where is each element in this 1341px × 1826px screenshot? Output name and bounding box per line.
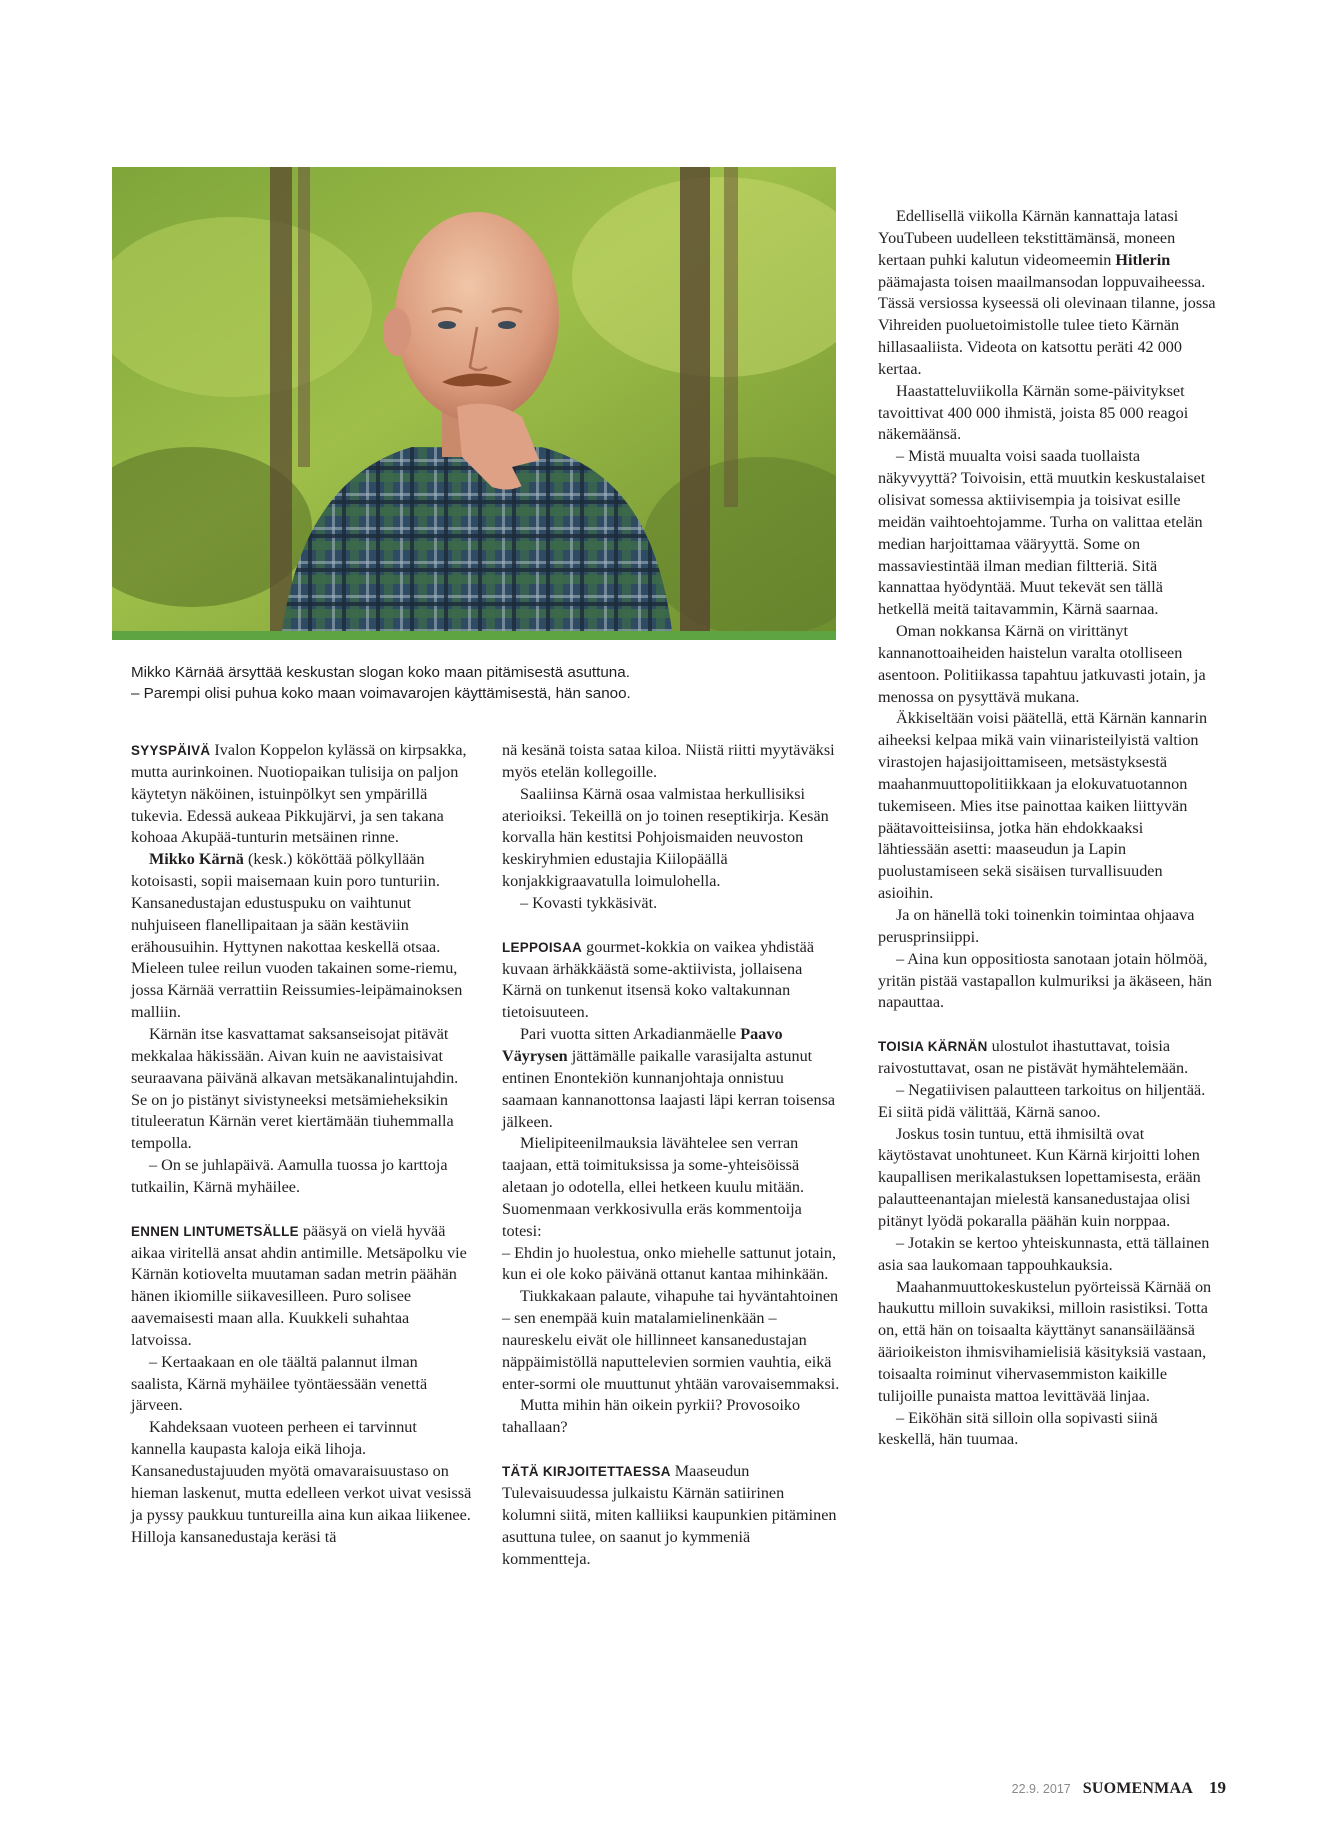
paragraph: – Kertaakaan en ole täältä palannut ilman saalista, Kärnä myhäilee työntäessään venettä järveen. [131,1352,428,1415]
paragraph: Mielipiteenilmauksia lävähtelee sen verran taajaan, että toimituksissa ja some-yhteisöissä aletaan jo odotella, ellei hetkeen kuulu mitään. Suomenmaan verkkosivulla eräs kommentoija totesi: [502,1134,805,1240]
section-lead: ENNEN LINTUMETSÄLLE [131,1223,299,1239]
paragraph: Saaliinsa Kärnä osaa valmistaa herkullisiksi aterioiksi. Tekeillä on jo toinen reseptikirja. Kesän korvalla hän kestitsi Pohjoismaiden neuvoston keskiryhmien edustajia Kiilopäällä konjakkigraavatulla loimulohella. [502,784,829,891]
paragraph: Joskus tosin tuntuu, että ihmisiltä ovat käytöstavat unohtuneet. Kun Kärnä kirjoitti lohen kaupallisen merikalastuksen lopettamisesta, erään palautteenantajan mielestä kansanedustajaa olisi pitänyt lyödä pokaralla päähän kuin norppaa. [878,1124,1201,1230]
person-name: Mikko Kärnä [149,850,244,869]
paragraph: – Jotakin se kertoo yhteiskunnasta, että tällainen asia saa laukomaan tappouhkauksia. [878,1233,1210,1274]
person-name: Hitlerin [1115,250,1171,269]
portrait-photo-icon [112,167,836,631]
section-lead: SYYSPÄIVÄ [131,743,211,758]
paragraph: TOISIA KÄRNÄN ulostulot ihastuttavat, toisia raivostuttavat, osan ne pistävät hymähtelemään. [878,1037,1189,1078]
photo-caption [131,662,831,704]
paragraph: – Aina kun oppositiosta sanotaan jotain hölmöä, yritän pistää vastapallon kulmuriksi ja äkäseen, hän napauttaa. [878,949,1212,1012]
paragraph: nä kesänä toista sataa kiloa. Niistä riitti myytäväksi myös etelän kollegoille. [502,741,835,781]
magazine-name: SUOMENMAA [1082,1780,1193,1797]
paragraph: – Eiköhän sitä silloin olla sopivasti siinä keskellä, hän tuumaa. [878,1408,1158,1449]
paragraph: TÄTÄ KIRJOITETTAESSA Maaseudun Tulevaisuudessa julkaistu Kärnän satiirinen kolumni siitä, miten kalliiksi kaupunkien pitäminen asuttuna tulee, on saanut jo kymmeniä kommentteja. [502,1462,837,1568]
paragraph: Oman nokkansa Kärnä on virittänyt kannanottoaiheiden haistelun varalta otolliseen asentoon. Politiikassa tapahtuu jatkuvasti jotain, ja menossa on pysyttävä mukana. [878,622,1206,706]
paragraph: Edellisellä viikolla Kärnän kannattaja latasi YouTubeen uudelleen tekstittämänsä, moneen kertaan puhki kalutun videomeemin Hitlerin päämajasta toisen maailmansodan loppuvaiheessa. Tässä versiossa kyseessä oli olevinaan tilanne, jossa Vihreiden puoluetoimistolle tulee tieto Kärnän hillasaaliista. Videota on katsottu peräti 42 000 kertaa. [878,207,1216,378]
article-column-3 [878,206,1217,1451]
article-photo [112,167,836,640]
issue-date: 22.9. 2017 [1011,1782,1071,1796]
paragraph: Pari vuotta sitten Arkadianmäelle Paavo Väyrysen jättämälle paikalle varasijalta astunut entinen Enontekiön kunnanjohtaja onnistuu saamaan kannanottonsa laajasti läpi kerran toisensa jälkeen. [502,1025,836,1131]
paragraph: Maahanmuuttokeskustelun pyörteissä Kärnää on haukuttu milloin suvakiksi, milloin rasistiksi. Totta on, että hän on toisaalta käyttänyt sanansäiläänsä äärioikeiston ihmisvihamielisiä käsityksiä vastaan, toisaalta roiminut vihervasemmiston kaikille tulijoille punaista mattoa levittävää linjaa. [878,1277,1212,1405]
section-lead: TÄTÄ KIRJOITETTAESSA [502,1464,671,1480]
paragraph: ENNEN LINTUMETSÄLLE pääsyä on vielä hyvää aikaa viritellä ansat ahdin antimille. Metsäpolku vie Kärnän kotiovelta muutaman sadan metrin päähän hänen ikiomille siikavesilleen. Puro solisee aavemaisesti maan alla. Kuukkeli suhahtaa latvoissa. [131,1221,467,1349]
caption-line-1: Mikko Kärnää ärsyttää keskustan slogan koko maan pitämisestä asuttuna. [131,664,630,681]
paragraph: LEPPOISAA gourmet-kokkia on vaikea yhdistää kuvaan ärhäkkäästä some-aktiivista, jollaisena Kärnä on tunkenut itsensä koko valtakunnan tietoisuuteen. [502,937,815,1022]
page-footer [1012,1778,1226,1798]
section-lead: TOISIA KÄRNÄN [878,1039,988,1055]
paragraph: SYYSPÄIVÄ Ivalon Koppelon kylässä on kirpsakka, mutta aurinkoinen. Nuotiopaikan tulisija on paljon käytetyn näköinen, istuinpölkyt sen ympärillä tukevia. Edessä aukeaa Pikkujärvi, ja sen takana kohoaa Akupää-tunturin metsäinen rinne. [131,741,467,847]
paragraph: Äkkiseltään voisi päätellä, että Kärnän kannarin aiheeksi kelpaa mikä vain viinaristeilyistä valtion virastojen hajasijoittamiseen, metsästyksestä maahanmuuttopolitiikkaan ja elokuvatuotannon tukemiseen. Mies itse painottaa kaiken liittyvän päätavoitteisiinsa, jotka hän ehdokkaaksi lähtiessään asetti: maaseudun ja Lapin puolustamiseen sekä sisäisen turvallisuuden asioihin. [878,709,1208,903]
section-lead: LEPPOISAA [502,939,583,955]
paragraph: – Negatiivisen palautteen tarkoitus on hiljentää. Ei siitä pidä välittää, Kärnä sanoo. [878,1080,1206,1121]
paragraph: – On se juhlapäivä. Aamulla tuossa jo karttoja tutkailin, Kärnä myhäilee. [131,1156,448,1196]
article-column-1 [131,740,472,1548]
caption-line-2: – Parempi olisi puhua koko maan voimavarojen käyttämisestä, hän sanoo. [131,685,631,702]
paragraph: Mutta mihin hän oikein pyrkii? Provosoiko tahallaan? [502,1396,801,1437]
paragraph: Tiukkakaan palaute, vihapuhe tai hyväntahtoinen – sen enempää kuin matalamielinenkään – naureskelu eivät ole hillinneet kansanedustajan näppäimistöllä naputtelevien sormien vauhtia, eikä enter-sormi ole muuttunut yhtään varovaisemmaksi. [502,1287,840,1393]
article-column-2 [502,740,842,1570]
page-number: 19 [1209,1778,1226,1797]
paragraph: Haastatteluviikolla Kärnän some-päivitykset tavoittivat 400 000 ihmistä, joista 85 000 reagoi näkemäänsä. [878,381,1189,444]
paragraph: Ja on hänellä toki toinenkin toimintaa ohjaava perusprinsiippi. [878,906,1195,946]
paragraph: Kahdeksaan vuoteen perheen ei tarvinnut kannella kaupasta kaloja eikä lihoja. Kansanedustajuuden myötä omavaraisuustaso on hieman laskenut, mutta edelleen verkot uivat vesissä ja pyssy paukkuu tuntureilla aina kun aikaa liikenee. Hilloja kansanedustaja keräsi tä [131,1418,472,1546]
paragraph: – Kovasti tykkäsivät. [520,893,658,912]
paragraph: Kärnän itse kasvattamat saksanseisojat pitävät mekkalaa häkissään. Aivan kuin ne aavistaisivat seuraavana päivänä alkavan metsäkanalintujahdin. Se on jo pistänyt sivistyneeksi metsämieheksikin tituleeratun Kärnän veret kiertämään tiuhemmalla tempolla. [131,1024,459,1153]
person-name: Paavo Väyrysen [502,1025,783,1065]
paragraph: Mikko Kärnä (kesk.) kököttää pölkyllään kotoisasti, sopii maisemaan kuin poro tunturiin. Kansanedustajan edustuspuku on vaihtunut nuhjuiseen flanellipaitaan ja sään kestäviin erähousuihin. Hyttynen nakottaa keskellä otsaa. Mieleen tulee reilun vuoden takainen some-riemu, jossa Kärnää verrattiin Reissumies-leipämainoksen malliin. [131,850,463,1022]
paragraph: – Ehdin jo huolestua, onko miehelle sattunut jotain, kun ei ole koko päivänä ottanut kantaa mihinkään. [502,1243,837,1284]
paragraph: – Mistä muualta voisi saada tuollaista näkyvyyttä? Toivoisin, että muutkin keskustalaiset olisivat somessa aktiivisempia ja toisivat esille meidän vaihtoehtojamme. Turha on valittaa etelän median harjoittamaa vääryyttä. Some on massaviestintää ilman median filtteriä. Sitä kannattaa hyödyntää. Muut tekevät sen tällä hetkellä meitä taitavammin, Kärnä saarnaa. [878,447,1206,619]
